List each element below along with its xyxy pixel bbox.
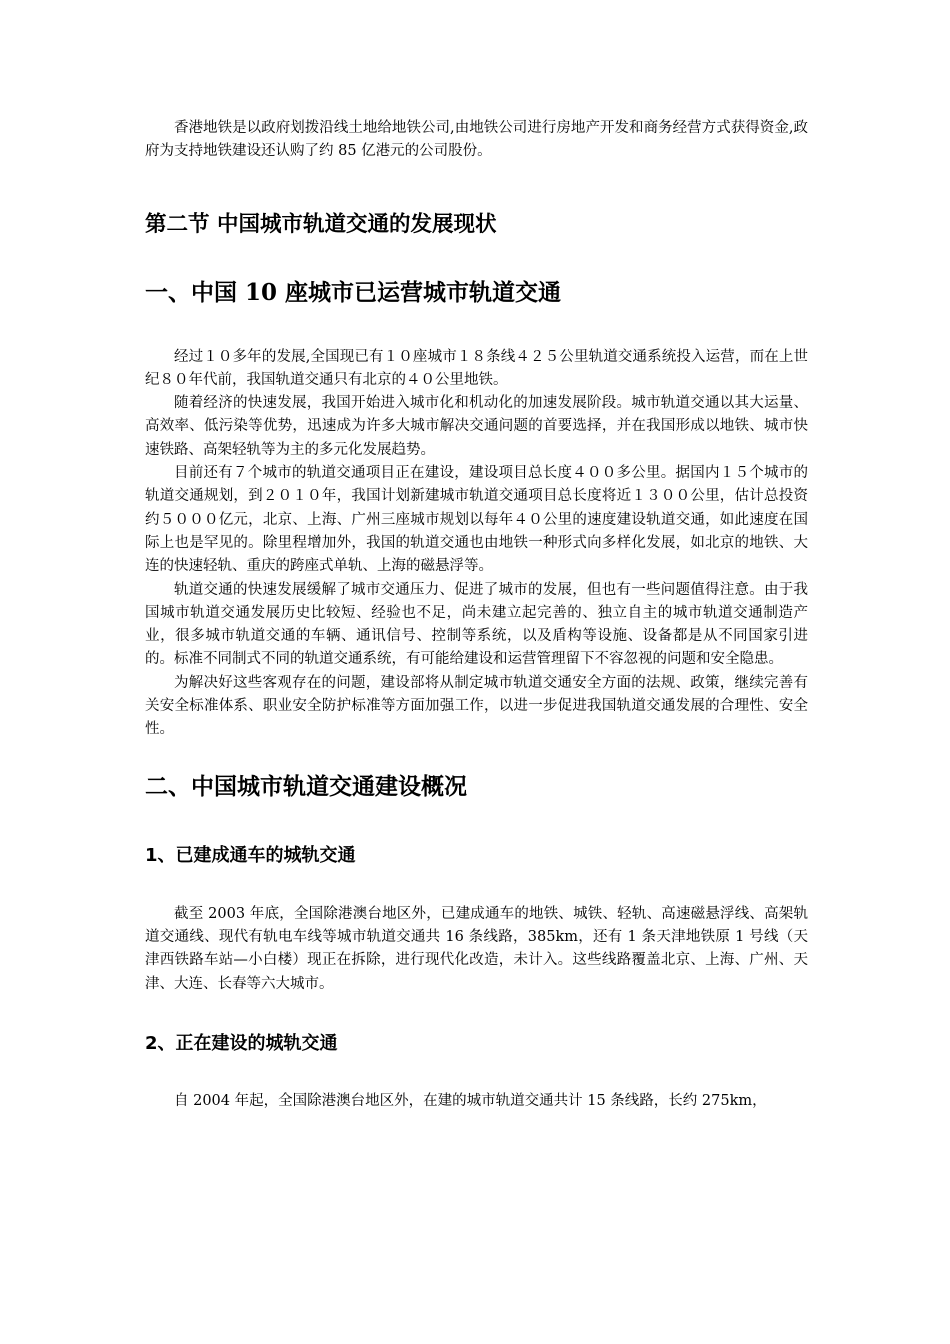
paragraph: 自 2004 年起，全国除港澳台地区外，在建的城市轨道交通共计 15 条线路，长约 275km， — [174, 1092, 767, 1109]
paragraph: 轨道交通的快速发展缓解了城市交通压力、促进了城市的发展，但也有一些问题值得注意。由于我国城市轨道交通发展历史比较短、经验也不足，尚未建立起完善的、独立自主的城市轨道交通制造产业，很多城市轨道交通的车辆、通讯信号、控制等系统，以及盾构等设施、设备都是从不同国家引进的。标准不同制式不同的轨道交通系统，有可能给建设和运营管理留下不容忽视的问题和安全隐患。 — [145, 581, 808, 668]
section-title: 第二节 中国城市轨道交通的发展现状 — [145, 211, 497, 237]
subheading-under-construction: 2、正在建设的城轨交通 — [145, 1032, 338, 1054]
subheading-built: 1、已建成通车的城轨交通 — [145, 844, 356, 866]
paragraph: 目前还有７个城市的轨道交通项目正在建设，建设项目总长度４００多公里。据国内１５个城市的轨道交通规划，到２０１０年，我国计划新建城市轨道交通项目总长度将近１３００公里，估计总投资约５０００亿元，北京、上海、广州三座城市规划以每年４０公里的速度建设轨道交通，如此速度在国际上也是罕见的。除里程增加外，我国的轨道交通也由地铁一种形式向多样化发展，如北京的地铁、大连的快速轻轨、重庆的跨座式单轨、上海的磁悬浮等。 — [145, 465, 808, 575]
paragraph: 经过１０多年的发展,全国现已有１０座城市１８条线４２５公里轨道交通系统投入运营，而在上世纪８０年代前，我国轨道交通只有北京的４０公里地铁。 — [145, 348, 808, 388]
intro-paragraph: 香港地铁是以政府划拨沿线土地给地铁公司,由地铁公司进行房地产开发和商务经营方式获得资金,政府为支持地铁建设还认购了约 85 亿港元的公司股份。 — [145, 120, 808, 160]
paragraph: 截至 2003 年底，全国除港澳台地区外，已建成通车的地铁、城铁、轻轨、高速磁悬浮线、高架轨道交通线、现代有轨电车线等城市轨道交通共 16 条线路，385km，还有 1 条天津地铁原 1 号线（天津西铁路车站—小白楼）现正在拆除，进行现代化改造，未计入。这些线路覆盖北京、上海、广州、天津、大连、长春等六大城市。 — [145, 905, 808, 992]
paragraph: 随着经济的快速发展，我国开始进入城市化和机动化的加速发展阶段。城市轨道交通以其大运量、高效率、低污染等优势，迅速成为许多大城市解决交通问题的首要选择，并在我国形成以地铁、城市快速铁路、高架轻轨等为主的多元化发展趋势。 — [145, 395, 808, 458]
document-page — [145, 112, 808, 1113]
part1-heading: 一、中国 10 座城市已运营城市轨道交通 — [145, 278, 562, 306]
paragraph: 为解决好这些客观存在的问题，建设部将从制定城市轨道交通安全方面的法规、政策，继续完善有关安全标准体系、职业安全防护标准等方面加强工作，以进一步促进我国轨道交通发展的合理性、安全性。 — [145, 674, 808, 738]
part2-heading: 二、中国城市轨道交通建设概况 — [145, 772, 467, 800]
